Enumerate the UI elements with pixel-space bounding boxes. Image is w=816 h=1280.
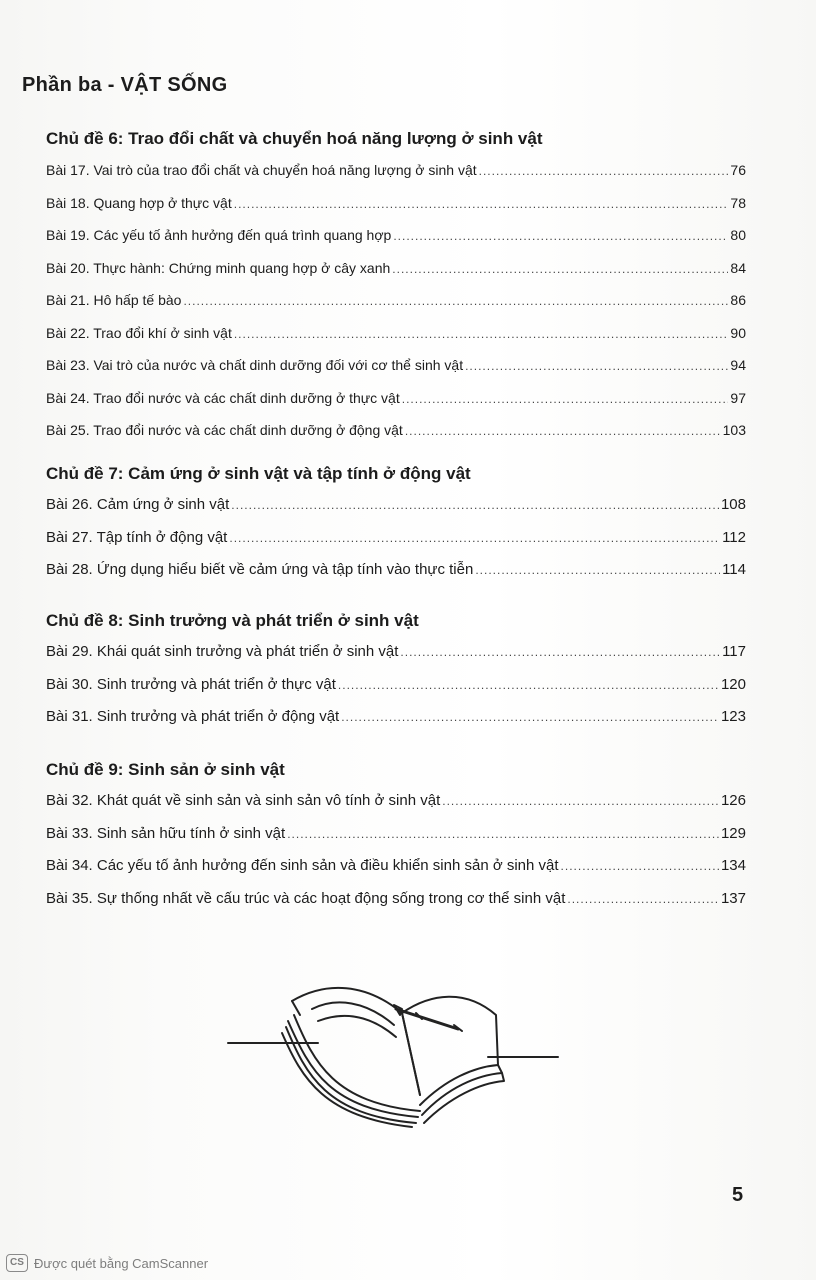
lesson-title: Bài 24. Trao đổi nước và các chất dinh dưỡng ở thực vật [46, 389, 400, 406]
toc-entry[interactable] [46, 785, 746, 818]
lesson-page-number: 78 [730, 194, 746, 211]
dot-leader [338, 669, 719, 702]
dot-leader [234, 318, 729, 351]
dot-leader [392, 253, 728, 286]
lesson-title: Bài 17. Vai trò của trao đổi chất và chuyển hoá năng lượng ở sinh vật [46, 162, 477, 178]
toc-entry[interactable] [46, 317, 746, 350]
lesson-page-number: 94 [730, 357, 746, 373]
lesson-title: Bài 21. Hô hấp tế bào [46, 292, 182, 308]
dot-leader [183, 285, 728, 318]
lesson-title: Bài 25. Trao đổi nước và các chất dinh dưỡng ở động vật [46, 422, 403, 438]
dot-leader [231, 489, 719, 522]
footer-text: Được quét bằng CamScanner [34, 1255, 209, 1271]
lesson-title: Bài 28. Ứng dụng hiểu biết về cảm ứng và tập tính vào thực tiễn [46, 561, 474, 578]
dot-leader [229, 522, 720, 555]
lesson-title: Bài 31. Sinh trưởng và phát triển ở động vật [46, 708, 340, 725]
toc-entry[interactable] [46, 522, 746, 555]
toc-entry[interactable] [46, 489, 746, 522]
toc-entry[interactable] [46, 349, 746, 382]
lesson-title: Bài 35. Sự thống nhất về cấu trúc và các hoạt động sống trong cơ thể sinh vật [46, 889, 566, 907]
lesson-title: Bài 22. Trao đổi khí ở sinh vật [46, 324, 232, 341]
dot-leader [561, 850, 719, 883]
toc-entry[interactable] [46, 701, 746, 734]
toc-entry[interactable] [46, 850, 746, 883]
lesson-page-number: 112 [722, 528, 746, 546]
part-title: Phần ba - VẬT SỐNG [22, 74, 228, 96]
page-number: 5 [732, 1184, 744, 1206]
lesson-page-number: 137 [720, 889, 746, 907]
camscanner-logo-icon: CS [6, 1254, 28, 1272]
lesson-title: Bài 33. Sinh sản hữu tính ở sinh vật [46, 824, 286, 842]
toc-entry[interactable] [46, 636, 746, 669]
chapter-section-7 [46, 459, 746, 587]
dot-leader [567, 883, 719, 916]
toc-entry[interactable] [46, 414, 746, 447]
lesson-title: Bài 20. Thực hành: Chứng minh quang hợp ở cây xanh [46, 259, 391, 276]
toc-entry[interactable] [46, 818, 746, 851]
lesson-page-number: 134 [720, 857, 746, 874]
lesson-page-number: 108 [720, 496, 746, 513]
dot-leader [341, 701, 719, 734]
dot-leader [402, 383, 729, 416]
lesson-page-number: 120 [720, 675, 746, 693]
chapter-title: Chủ đề 7: Cảm ứng ở sinh vật và tập tính ở động vật [46, 464, 471, 483]
open-book-illustration [226, 975, 562, 1130]
lesson-page-number: 84 [730, 259, 746, 276]
chapter-section-8 [46, 606, 746, 734]
toc-entry[interactable] [46, 154, 746, 187]
lesson-page-number: 90 [730, 324, 746, 341]
chapter-title: Chủ đề 6: Trao đổi chất và chuyển hoá năng lượng ở sinh vật [46, 129, 543, 148]
toc-entry[interactable] [46, 554, 746, 587]
lesson-title: Bài 18. Quang hợp ở thực vật [46, 194, 232, 211]
lesson-title: Bài 23. Vai trò của nước và chất dinh dưỡng đối với cơ thể sinh vật [46, 357, 464, 373]
dot-leader [400, 636, 720, 669]
toc-entry[interactable] [46, 252, 746, 285]
chapter-section-6 [46, 124, 746, 447]
lesson-page-number: 117 [722, 643, 746, 660]
dot-leader [465, 350, 728, 383]
lesson-title: Bài 19. Các yếu tố ảnh hưởng đến quá trình quang hợp [46, 227, 392, 243]
lesson-page-number: 123 [720, 708, 746, 725]
dot-leader [234, 188, 729, 221]
chapter-section-9 [46, 755, 746, 915]
lesson-page-number: 129 [720, 824, 746, 842]
chapter-title: Chủ đề 8: Sinh trưởng và phát triển ở sinh vật [46, 611, 419, 630]
toc-entry[interactable] [46, 382, 746, 415]
toc-entry[interactable] [46, 187, 746, 220]
lesson-title: Bài 29. Khái quát sinh trưởng và phát triển ở sinh vật [46, 643, 399, 660]
lesson-page-number: 103 [722, 422, 746, 438]
lesson-title: Bài 26. Cảm ứng ở sinh vật [46, 496, 230, 513]
toc-entry[interactable] [46, 669, 746, 702]
toc-entry[interactable] [46, 284, 746, 317]
lesson-title: Bài 30. Sinh trưởng và phát triển ở thực vật [46, 675, 336, 693]
lesson-page-number: 76 [730, 162, 746, 178]
camscanner-footer [6, 1254, 208, 1272]
chapter-title: Chủ đề 9: Sinh sản ở sinh vật [46, 760, 285, 779]
dot-leader [405, 415, 721, 448]
dot-leader [479, 155, 729, 188]
lesson-title: Bài 32. Khát quát về sinh sản và sinh sản vô tính ở sinh vật [46, 792, 441, 809]
dot-leader [287, 818, 719, 851]
lesson-page-number: 86 [730, 292, 746, 308]
lesson-title: Bài 27. Tập tính ở động vật [46, 528, 228, 546]
dot-leader [442, 785, 719, 818]
lesson-page-number: 80 [730, 227, 746, 243]
lesson-page-number: 126 [720, 792, 746, 809]
dot-leader [475, 554, 720, 587]
lesson-page-number: 114 [722, 561, 746, 578]
toc-entry[interactable] [46, 219, 746, 252]
toc-entry[interactable] [46, 883, 746, 916]
lesson-title: Bài 34. Các yếu tố ảnh hưởng đến sinh sản và điều khiển sinh sản ở sinh vật [46, 857, 559, 874]
dot-leader [393, 220, 728, 253]
lesson-page-number: 97 [730, 389, 746, 406]
